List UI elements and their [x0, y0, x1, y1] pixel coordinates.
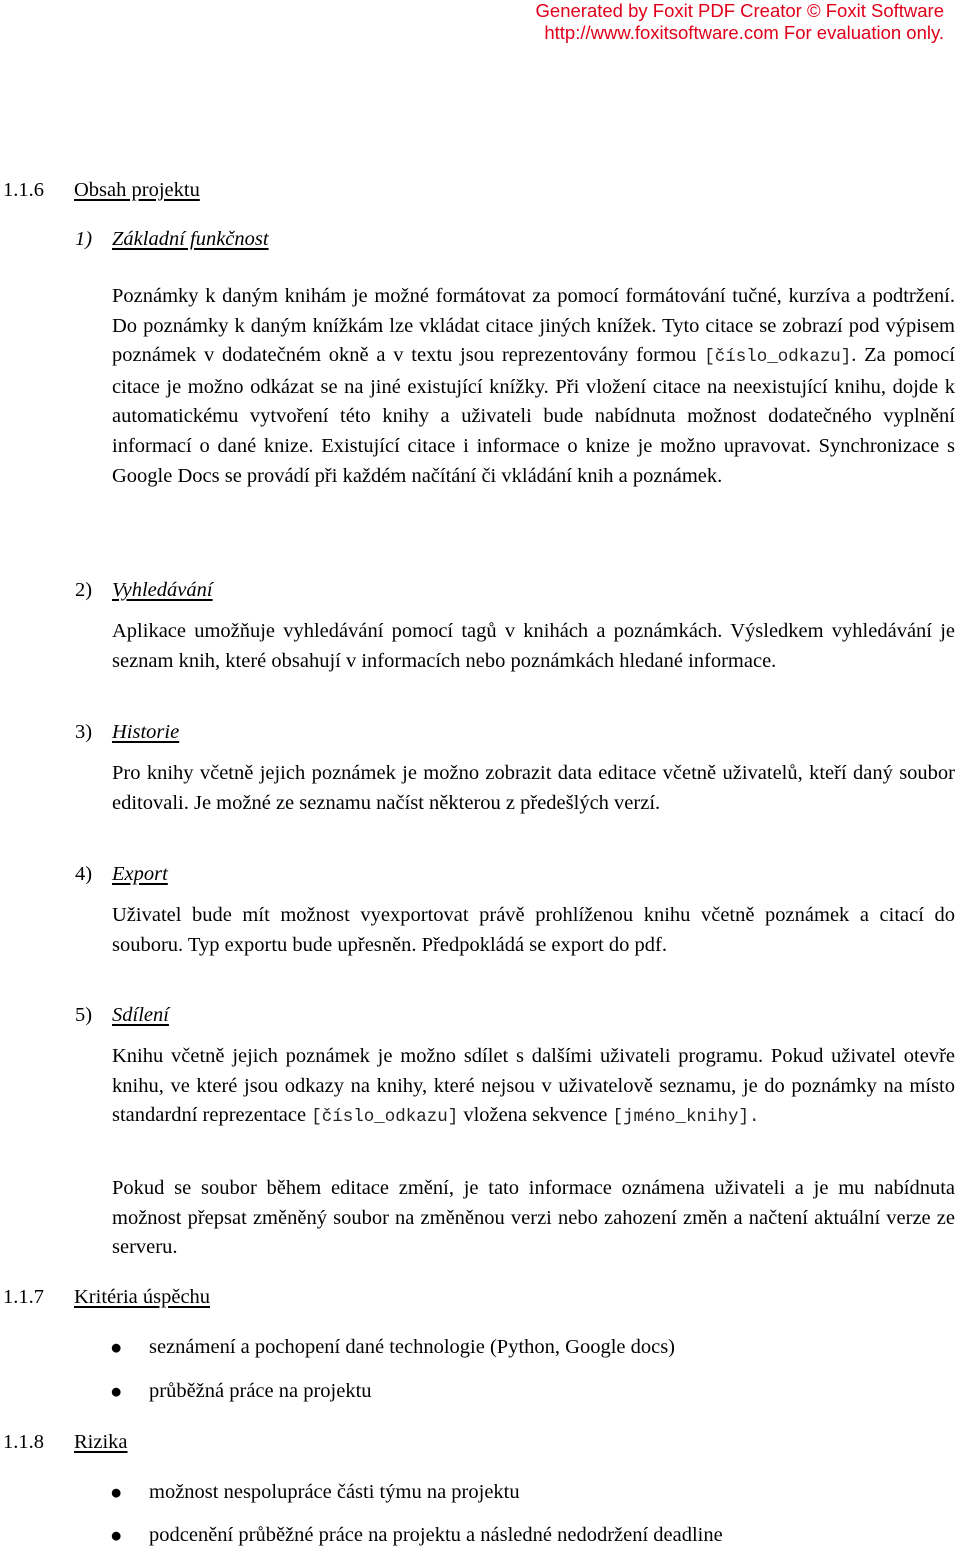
paragraph-export: Uživatel bude mít možnost vyexportovat právě prohlíženou knihu včetně poznámek a citací do souboru. Typ exportu bude upřesněn. Předpokládá se export do pdf.	[112, 904, 955, 956]
watermark-line-2: http://www.foxitsoftware.com For evaluation only.	[544, 22, 944, 43]
paragraph-sharing: Knihu včetně jejich poznámek je možno sdílet s dalšími uživateli programu. Pokud uživatel otevře knihu, ve které jsou odkazy na knihy, které nejsou v uživatelově seznamu, je do poznámky na místo standardní reprezentace [číslo_odkazu] vložena sekvence [jméno_knihy].	[112, 1045, 955, 1128]
subsection-number: 3)	[75, 721, 93, 743]
bullet-icon: ●	[110, 1482, 123, 1504]
list-item: průběžná práce na projektu	[149, 1380, 372, 1402]
subsection-title: Vyhledávání	[112, 579, 213, 601]
section-number: 1.1.7	[3, 1286, 44, 1308]
section-title: Rizika	[74, 1431, 128, 1453]
subsection-title: Sdílení	[112, 1004, 169, 1026]
paragraph-history: Pro knihy včetně jejich poznámek je možno zobrazit data editace včetně uživatelů, kteří daný soubor editovali. Je možné ze seznamu načíst některou z předešlých verzí.	[112, 762, 955, 814]
paragraph-search: Aplikace umožňuje vyhledávání pomocí tagů v knihách a poznámkách. Výsledkem vyhledávání je seznam knih, které obsahují v informacích nebo poznámkách hledané informace.	[112, 620, 955, 672]
subsection-title: Export	[112, 863, 168, 885]
subsection-number: 1)	[75, 228, 93, 250]
subsection-number: 2)	[75, 579, 93, 601]
section-title: Kritéria úspěchu	[74, 1286, 211, 1308]
list-item: možnost nespolupráce části týmu na projektu	[149, 1481, 520, 1503]
watermark-line-1: Generated by Foxit PDF Creator © Foxit Software	[535, 0, 944, 21]
list-item: podcenění průběžné práce na projektu a následné nedodržení deadline	[149, 1524, 723, 1546]
subsection-title: Základní funkčnost	[112, 228, 269, 250]
section-number: 1.1.8	[3, 1431, 44, 1453]
paragraph-sharing-conflict: Pokud se soubor během editace změní, je tato informace oznámena uživateli a je mu nabídnuta možnost přepsat změněný soubor na změněnou verzi nebo zahození změn a načtení aktuální verze ze serveru.	[112, 1177, 955, 1259]
bullet-icon: ●	[110, 1381, 123, 1403]
subsection-number: 4)	[75, 863, 93, 885]
subsection-number: 5)	[75, 1004, 93, 1026]
list-item: seznámení a pochopení dané technologie (Python, Google docs)	[149, 1336, 676, 1358]
paragraph-basic-functions: Poznámky k daným knihám je možné formátovat za pomocí formátování tučné, kurzíva a podtržení. Do poznámky k daným knížkám lze vkládat citace jiných knížek. Tyto citace se zobrazí pod výpisem poznámek v dodatečném okně a v textu jsou reprezentovány formou [číslo_odkazu]. Za pomocí citace je možno odkázat se na jiné existující knížky. Při vložení citace na neexistující knihu, dojde k automatickému vytvoření této knihy a uživateli bude nabídnuta možnost dodatečného vyplnění informací o dané knize. Existující citace i informace o knize je možno upravovat. Synchronizace s Google Docs se provádí při každém načítání či vkládání knih a poznámek.	[112, 285, 955, 487]
bullet-icon: ●	[110, 1337, 123, 1359]
section-number: 1.1.6	[3, 179, 44, 201]
section-title: Obsah projektu	[74, 179, 200, 201]
subsection-title: Historie	[112, 721, 180, 743]
bullet-icon: ●	[110, 1525, 123, 1547]
